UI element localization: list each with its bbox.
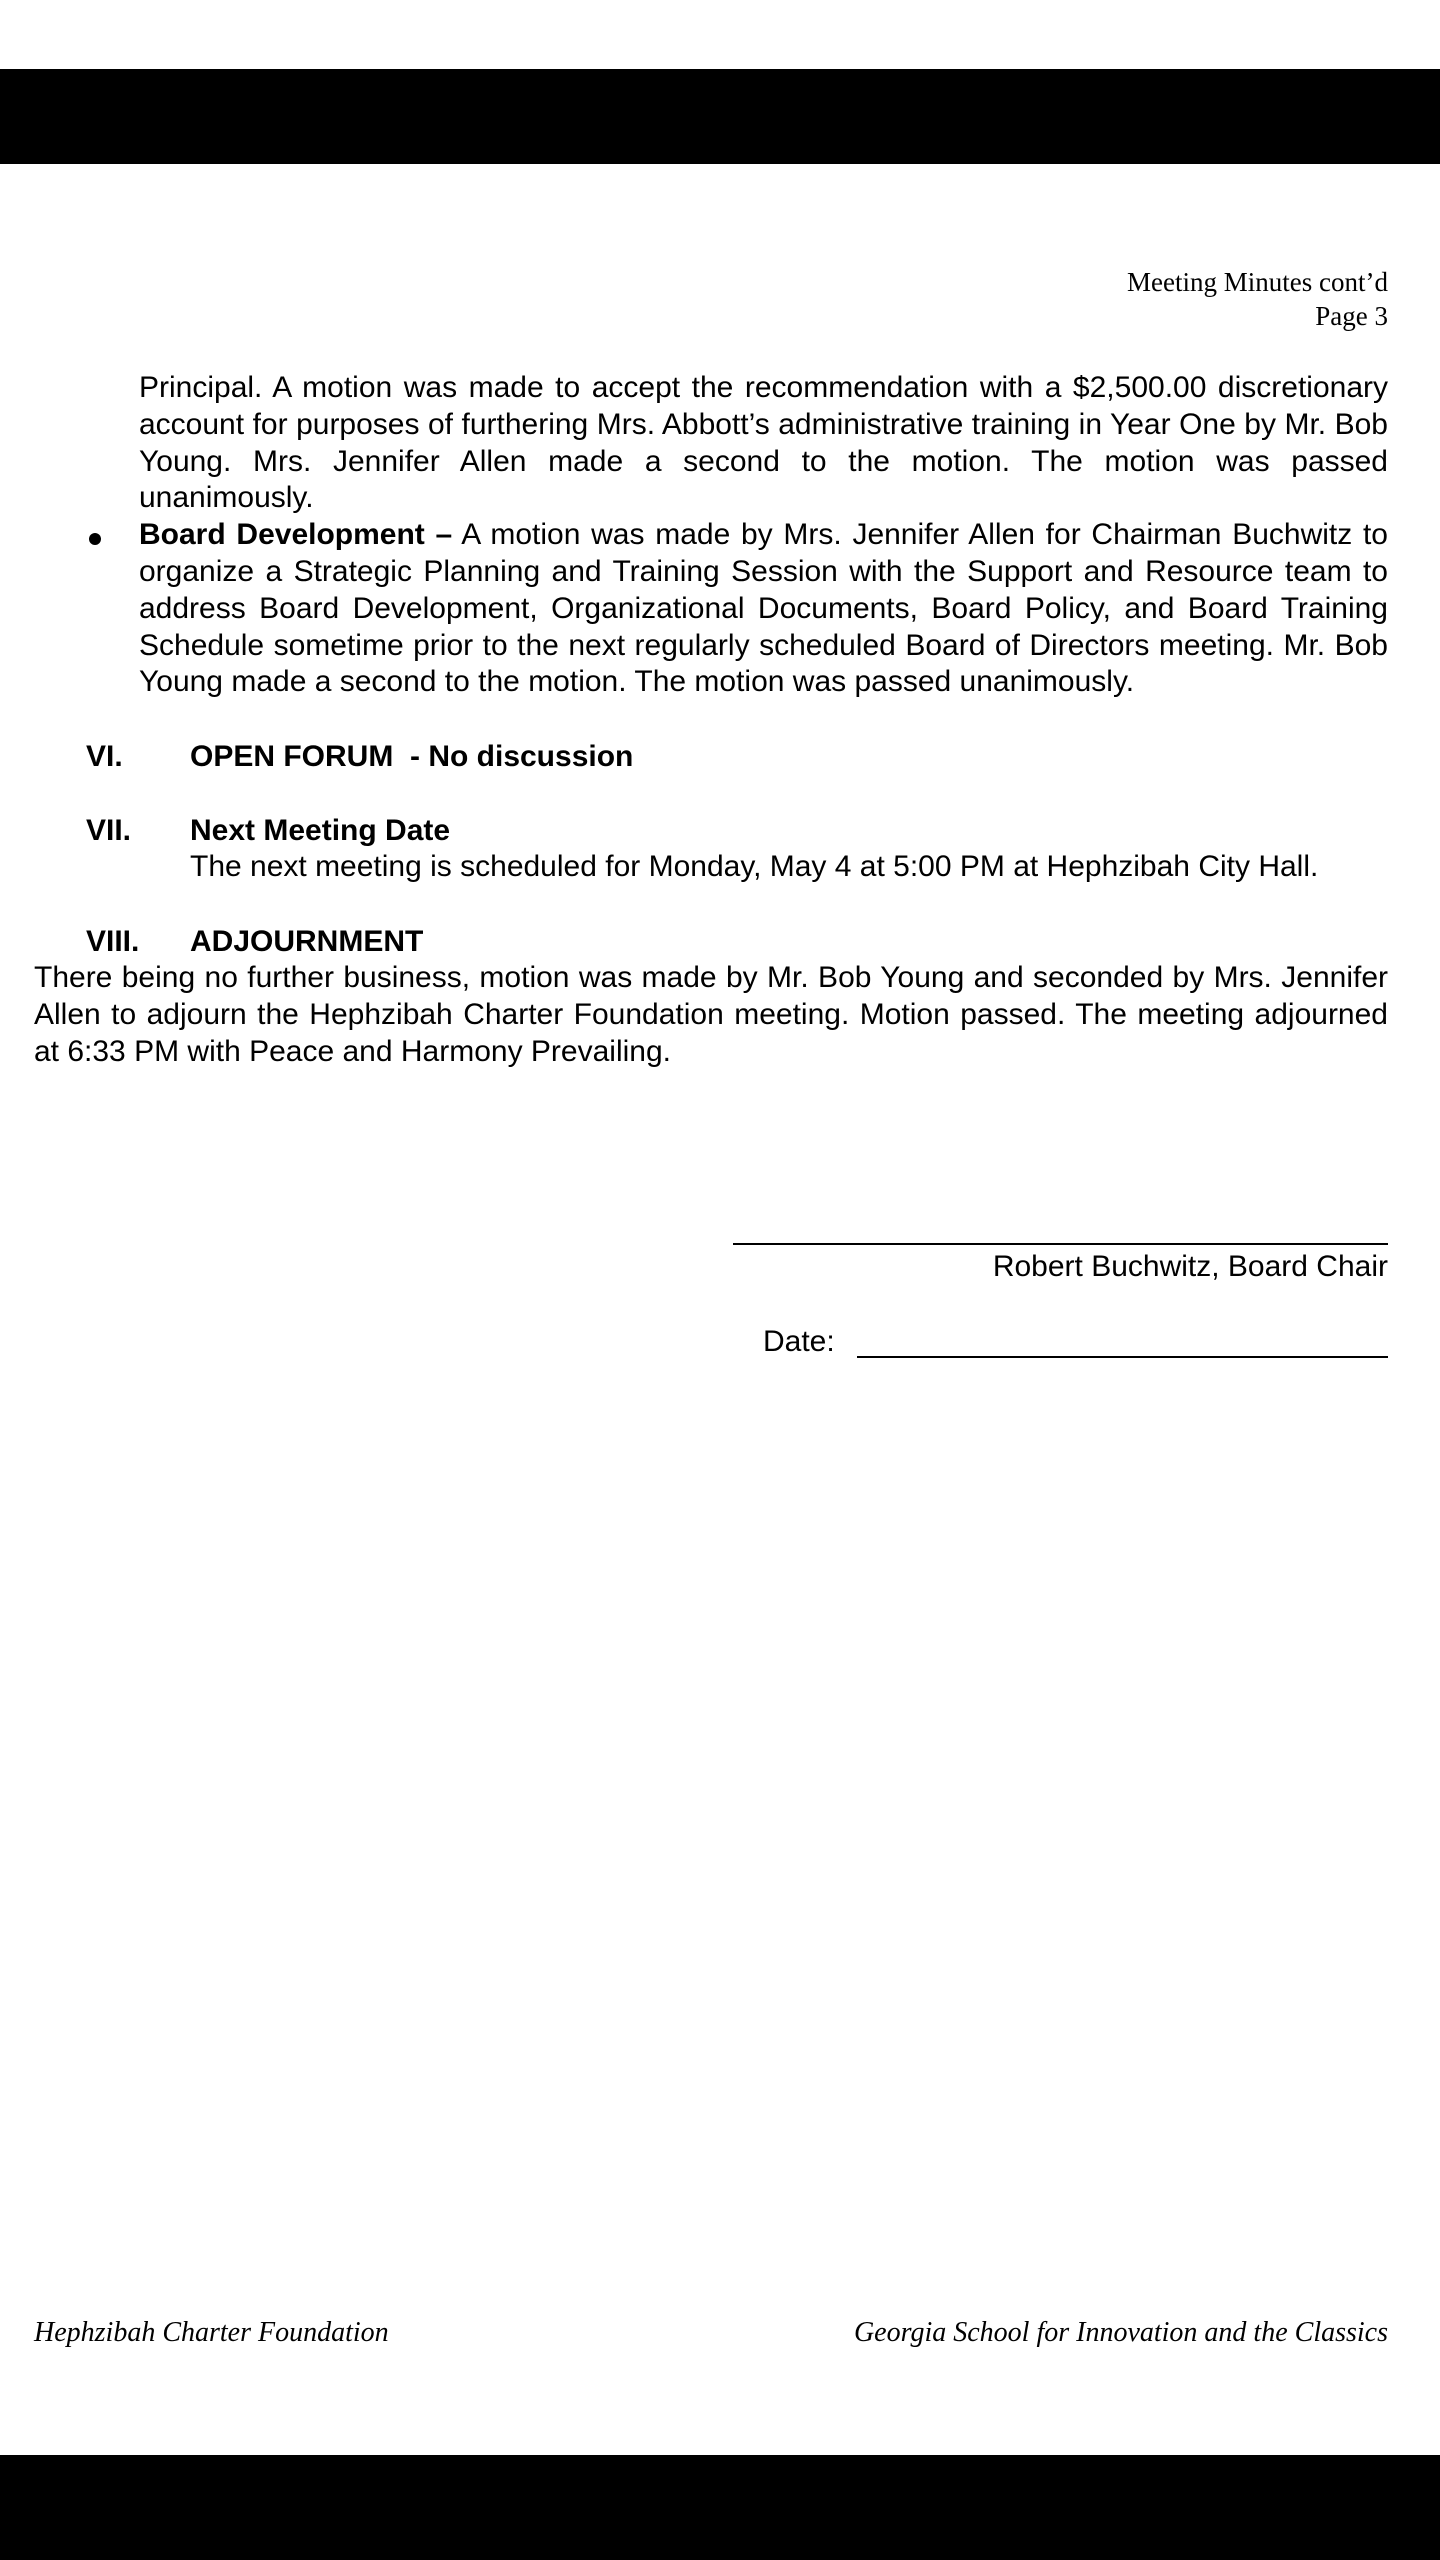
bottom-black-bar xyxy=(0,2455,1440,2560)
section-number: VIII. xyxy=(86,924,140,958)
document-body xyxy=(34,370,1388,1070)
bullet-title: Board Development – xyxy=(139,518,453,552)
adjournment-paragraph: There being no further business, motion was made by Mr. Bob Young and seconded by Mrs. Jennifer Allen to adjourn the Hephzibah Charter Foundation meeting. Motion passed. The meeting adjourned at 6:33 PM with Peace and Harmony Prevailing. xyxy=(34,960,1388,1068)
bullet-item-board-development xyxy=(139,517,1388,701)
section-title: Next Meeting Date xyxy=(190,814,451,848)
section-viii-heading xyxy=(86,923,1388,960)
section-number: VII. xyxy=(86,814,132,848)
page-number: Page 3 xyxy=(1315,301,1388,331)
date-line xyxy=(857,1356,1388,1358)
signatory-name: Robert Buchwitz, Board Chair xyxy=(992,1250,1388,1283)
date-label: Date: xyxy=(763,1325,835,1358)
bullet-icon xyxy=(89,533,101,545)
bullet-text: A motion was made by Mrs. Jennifer Allen for Chairman Buchwitz to organize a Strategic Planning and Training Session with the Support and Resource team to address Board Development, Organizational Documents, Board Policy, and Board Training Schedule sometime prior to the next regularly scheduled Board of Directors meeting. Mr. Bob Young made a second to the motion. The motion was passed unanimously. xyxy=(139,518,1388,699)
page-header xyxy=(1127,265,1388,333)
next-meeting-paragraph: The next meeting is scheduled for Monday, May 4 at 5:00 PM at Hephzibah City Hall. xyxy=(190,850,1319,884)
top-black-bar xyxy=(0,69,1440,164)
continuation-paragraph: Principal. A motion was made to accept the recommendation with a $2,500.00 discretionary account for purposes of furthering Mrs. Abbott’s administrative training in Year One by Mr. Bob Young. Mrs. Jennifer Allen made a second to the motion. The motion was passed unanimously. xyxy=(139,371,1388,515)
section-vii-heading xyxy=(86,812,1388,849)
section-title: ADJOURNMENT xyxy=(190,924,424,958)
signature-line xyxy=(733,1243,1388,1245)
header-title: Meeting Minutes cont’d xyxy=(1127,267,1388,297)
footer-left: Hephzibah Charter Foundation xyxy=(34,2317,389,2348)
footer-right: Georgia School for Innovation and the Classics xyxy=(853,2317,1388,2348)
section-number: VI. xyxy=(86,740,123,774)
section-title: OPEN FORUM - No discussion xyxy=(190,740,634,774)
section-vi-heading xyxy=(86,738,1388,775)
